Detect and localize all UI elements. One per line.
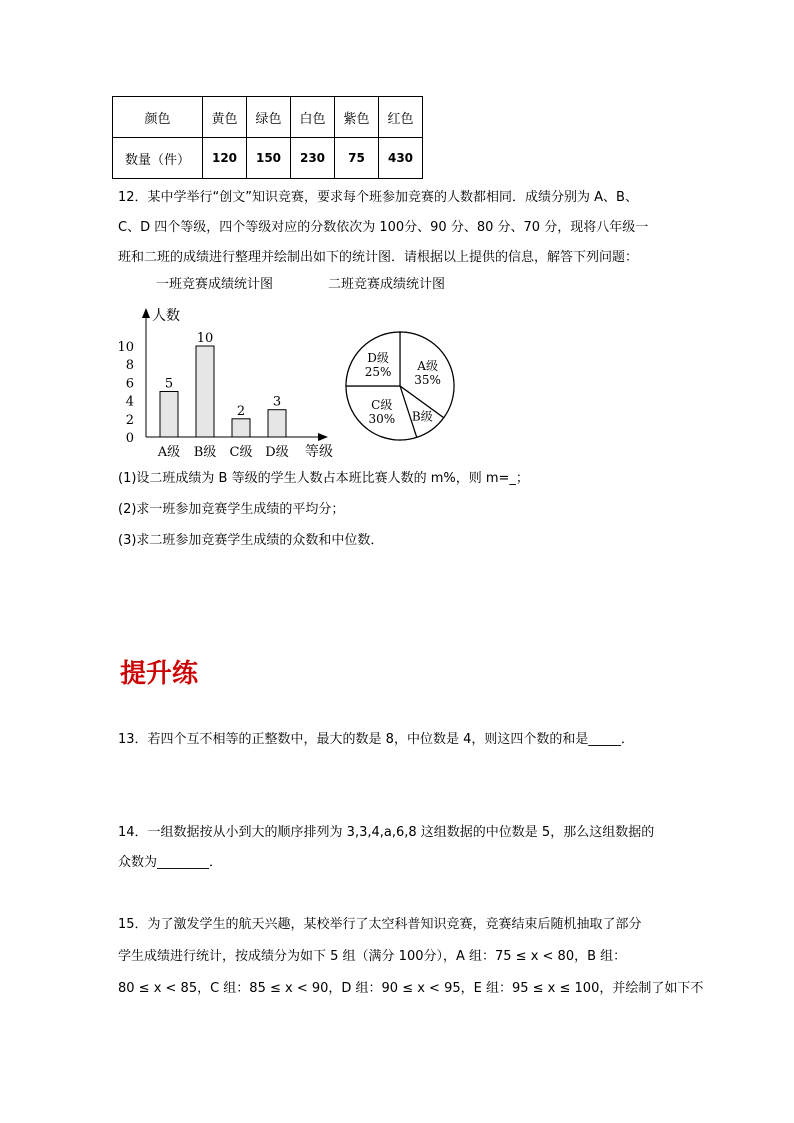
bar-data-label: 5	[164, 376, 174, 392]
x-tick-label: B级	[193, 445, 217, 460]
bar	[196, 346, 214, 437]
table-row	[113, 138, 423, 179]
pie-chart-title: 二班竞赛成绩统计图	[328, 277, 446, 292]
q12-sub2: (2)求一班参加竞赛学生成绩的平均分；	[118, 502, 345, 517]
table-row	[113, 97, 423, 138]
q15-line3: 80 ≤ x < 85，C 组：85 ≤ x < 90，D 组：90 ≤ x < 95，E 组：95 ≤ x ≤ 100，并绘制了如下不	[118, 981, 704, 996]
q15-line2: 学生成绩进行统计，按成绩分为如下 5 组（满分 100分），A 组：75 ≤ x < 80，B 组：	[118, 949, 627, 964]
table-cell: 430	[379, 138, 423, 179]
table-cell: 红色	[379, 97, 423, 138]
q13-text: 13．若四个互不相等的正整数中，最大的数是 8，中位数是 4，则这四个数的和是_____．	[118, 732, 634, 747]
x-tick-label: A级	[157, 445, 181, 460]
q12-sub1: (1)设二班成绩为 B 等级的学生人数占本班比赛人数的 m%，则 m=_；	[118, 471, 529, 486]
table-cell: 数量（件）	[113, 138, 203, 179]
table-cell: 紫色	[335, 97, 379, 138]
q12-line1: 12．某中学举行“创文”知识竞赛，要求每个班参加竞赛的人数都相同．成绩分别为 A、B、	[118, 190, 638, 205]
table-cell: 120	[203, 138, 247, 179]
x-axis-label: 等级	[305, 444, 333, 460]
x-tick-label: D级	[265, 445, 289, 460]
y-tick-label: 8	[125, 358, 134, 374]
pie-slice-label: A级	[417, 358, 438, 373]
pie-chart	[340, 326, 460, 446]
bar-data-label: 10	[196, 331, 214, 346]
y-tick-label: 2	[125, 412, 134, 428]
x-axis-arrow	[318, 433, 328, 441]
table-cell: 黄色	[203, 97, 247, 138]
section-heading: 提升练	[120, 659, 199, 689]
pie-slice-percent: 25%	[364, 365, 392, 380]
pie-slice-label: B级	[411, 409, 433, 424]
bar-data-label: 2	[236, 403, 246, 419]
bar	[232, 419, 250, 437]
pie-slice-label: D级	[367, 351, 389, 366]
bar-data-label: 3	[272, 394, 282, 410]
y-tick-label: 4	[125, 394, 134, 410]
bar	[160, 392, 178, 438]
q14-line1: 14．一组数据按从小到大的顺序排列为 3,3,4,a,6,8 这组数据的中位数是 5，那么这组数据的	[118, 825, 655, 840]
table-cell: 白色	[291, 97, 335, 138]
bar	[268, 410, 286, 437]
q12-line2: C、D 四个等级，四个等级对应的分数依次为 100分、90 分、80 分、70 分，现将八年级一	[118, 220, 649, 235]
y-tick-label: 6	[125, 376, 134, 392]
bar-chart-title: 一班竞赛成绩统计图	[156, 277, 274, 292]
pie-slice-label: C级	[371, 398, 393, 413]
table-cell: 颜色	[113, 97, 203, 138]
pie-slice-percent: 30%	[368, 412, 396, 427]
y-tick-label: 10	[117, 340, 134, 355]
q15-line1: 15．为了激发学生的航天兴趣，某校举行了太空科普知识竞赛，竞赛结束后随机抽取了部分	[118, 917, 642, 932]
table-cell: 绿色	[247, 97, 291, 138]
table-cell: 75	[335, 138, 379, 179]
y-tick-label: 0	[125, 431, 134, 446]
table-cell: 230	[291, 138, 335, 179]
color-quantity-table	[112, 96, 423, 179]
q12-sub3: (3)求二班参加竞赛学生成绩的众数和中位数．	[118, 533, 384, 548]
y-axis-label: 人数	[152, 308, 180, 324]
q12-line3: 班和二班的成绩进行整理并绘制出如下的统计图．请根据以上提供的信息，解答下列问题：	[118, 250, 639, 265]
y-axis-arrow	[142, 308, 150, 318]
bar-chart	[108, 300, 343, 465]
q14-line2: 众数为________．	[118, 855, 223, 870]
pie-slice-percent: 35%	[414, 372, 441, 387]
table-cell: 150	[247, 138, 291, 179]
x-tick-label: C级	[229, 445, 253, 460]
